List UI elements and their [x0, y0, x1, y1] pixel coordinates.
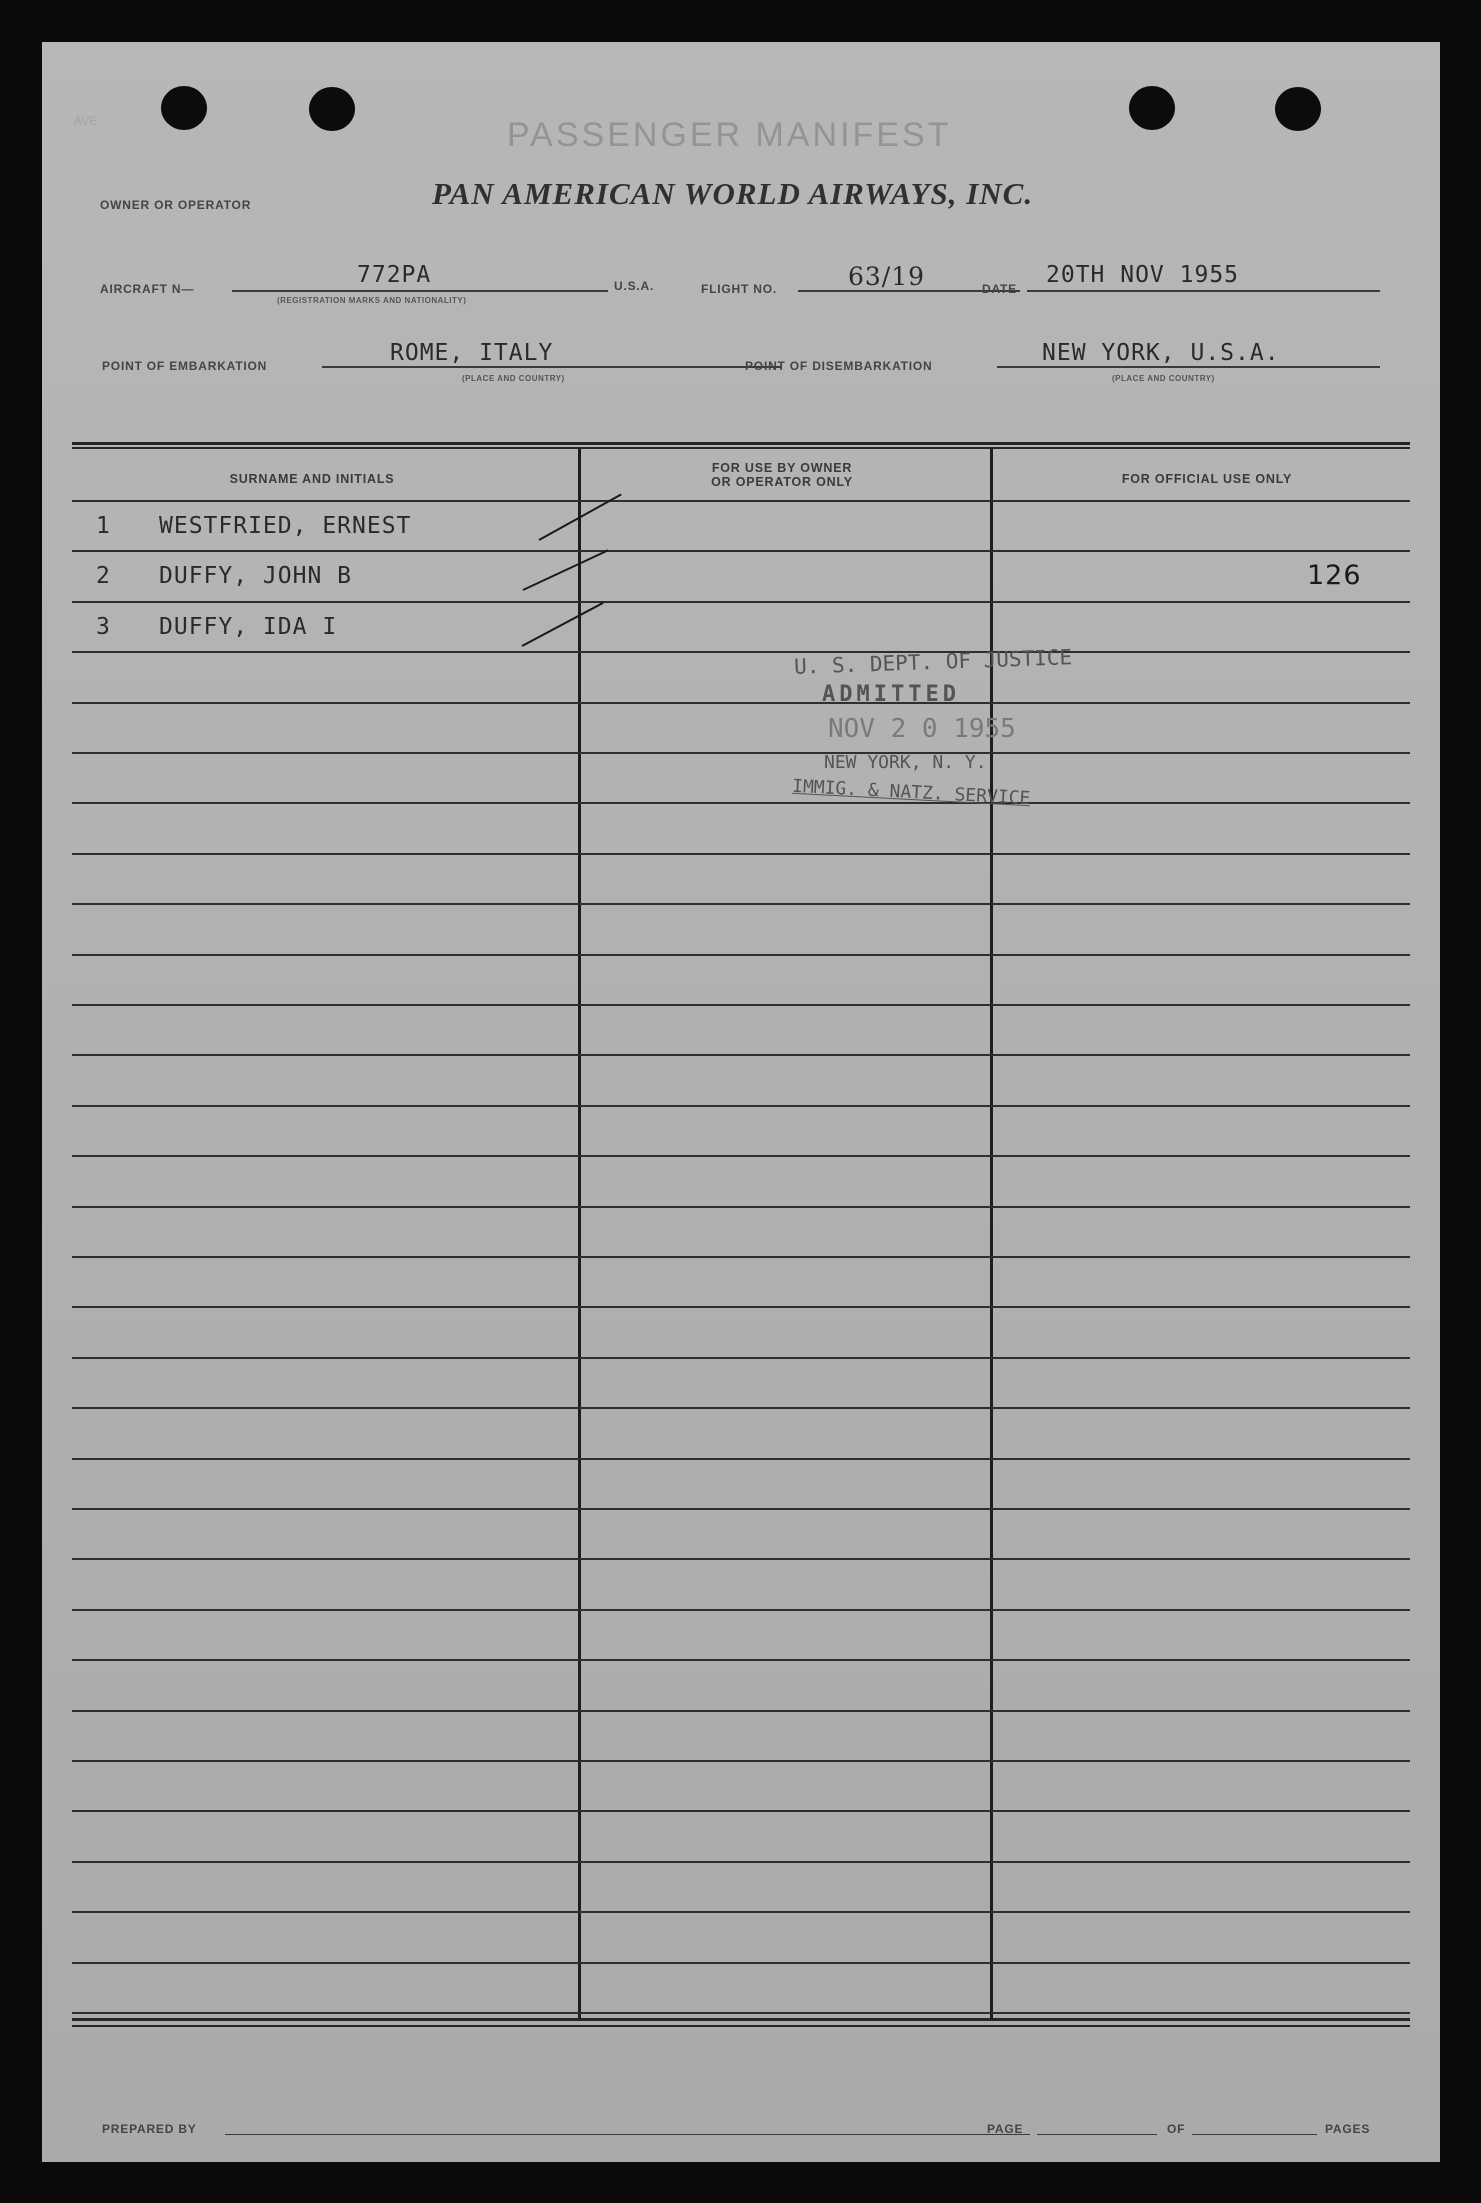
- row-rule: [72, 1206, 1410, 1208]
- col-header-owner: [602, 461, 962, 489]
- row-rule: [72, 1306, 1410, 1308]
- usa-label: U.S.A.: [614, 279, 655, 293]
- row-rule: [72, 802, 1410, 804]
- disembarkation-caption: (PLACE AND COUNTRY): [1112, 374, 1215, 383]
- row-number: 2: [96, 563, 111, 589]
- punch-hole: [309, 87, 355, 131]
- of-underline: [1192, 2134, 1317, 2135]
- row-rule: [72, 903, 1410, 905]
- row-rule: [72, 1256, 1410, 1258]
- company-name: PAN AMERICAN WORLD AIRWAYS, INC.: [432, 176, 1034, 211]
- aircraft-caption: (REGISTRATION MARKS AND NATIONALITY): [277, 296, 467, 305]
- col-header-surname: SURNAME AND INITIALS: [229, 472, 395, 486]
- embarkation-caption: (PLACE AND COUNTRY): [462, 374, 565, 383]
- stamp-city: NEW YORK, N. Y.: [824, 752, 987, 773]
- row-rule: [72, 1710, 1410, 1712]
- row-rule: [72, 651, 1410, 653]
- disembarkation-underline: [997, 366, 1380, 368]
- row-rule: [72, 601, 1410, 603]
- disembarkation-value: NEW YORK, U.S.A.: [1042, 340, 1280, 366]
- page-label: PAGE: [987, 2122, 1024, 2136]
- row-rule: [72, 1962, 1410, 1964]
- row-rule: [72, 1659, 1410, 1661]
- row-rule: [72, 1508, 1410, 1510]
- row-rule: [72, 1054, 1410, 1056]
- prepared-by-underline: [225, 2134, 1030, 2135]
- official-code: 126: [1307, 560, 1362, 591]
- manifest-title: PASSENGER MANIFEST: [507, 116, 952, 154]
- flight-value: 63/19: [848, 262, 926, 291]
- row-rule: [72, 550, 1410, 552]
- row-rule: [72, 500, 1410, 502]
- row-rule: [72, 1810, 1410, 1812]
- table-top-rule: [72, 447, 1410, 449]
- aircraft-label: AIRCRAFT N—: [100, 282, 195, 296]
- table-row: [42, 513, 1440, 543]
- punch-hole: [1275, 87, 1321, 131]
- owner-label: OWNER OR OPERATOR: [100, 198, 252, 212]
- table-row: [42, 560, 1440, 593]
- date-underline: [1027, 290, 1380, 292]
- disembarkation-label: POINT OF DISEMBARKATION: [745, 359, 933, 373]
- form-code: [74, 114, 97, 128]
- stamp-service: IMMIG. & NATZ. SERVICE: [791, 775, 1031, 810]
- col-header-owner-line: OR OPERATOR ONLY: [711, 475, 853, 489]
- aircraft-value: 772PA: [357, 262, 432, 288]
- date-label: DATE: [982, 282, 1017, 296]
- table-top-rule: [72, 442, 1410, 445]
- date-value: 20TH NOV 1955: [1046, 262, 1240, 288]
- aircraft-underline: [232, 290, 608, 292]
- row-rule: [72, 1105, 1410, 1107]
- row-rule: [72, 752, 1410, 754]
- page-underline: [1037, 2134, 1157, 2135]
- table-bottom-rule: [72, 2025, 1410, 2027]
- passenger-name: WESTFRIED, ERNEST: [159, 513, 412, 539]
- row-rule: [72, 1911, 1410, 1913]
- passenger-name: DUFFY, JOHN B: [159, 563, 353, 589]
- punch-hole: [161, 86, 207, 130]
- row-number: 1: [96, 513, 111, 539]
- column-divider: [990, 448, 993, 2019]
- row-rule: [72, 1458, 1410, 1460]
- row-rule: [72, 954, 1410, 956]
- row-rule: [72, 1407, 1410, 1409]
- row-rule: [72, 1357, 1410, 1359]
- row-rule: [72, 1609, 1410, 1611]
- row-rule: [72, 1861, 1410, 1863]
- row-rule: [72, 1760, 1410, 1762]
- table-row: [42, 614, 1440, 644]
- row-rule: [72, 853, 1410, 855]
- stamp-date: NOV 2 0 1955: [828, 714, 1016, 744]
- prepared-by-label: PREPARED BY: [102, 2122, 197, 2136]
- embarkation-underline: [322, 366, 782, 368]
- row-number: 3: [96, 614, 111, 640]
- embarkation-label: POINT OF EMBARKATION: [102, 359, 268, 373]
- row-rule: [72, 1558, 1410, 1560]
- row-rule: [72, 1155, 1410, 1157]
- passenger-name: DUFFY, IDA I: [159, 614, 338, 640]
- table-bottom-rule: [72, 2018, 1410, 2021]
- column-divider: [578, 448, 581, 2019]
- row-rule: [72, 702, 1410, 704]
- of-label: OF: [1167, 2122, 1186, 2136]
- row-rule: [72, 2012, 1410, 2014]
- stamp-admitted: ADMITTED: [822, 682, 960, 707]
- punch-hole: [1129, 86, 1175, 130]
- pages-label: PAGES: [1325, 2122, 1371, 2136]
- col-header-official: FOR OFFICIAL USE ONLY: [1121, 472, 1293, 486]
- form-code-line: AVE: [74, 114, 98, 128]
- row-rule: [72, 1004, 1410, 1006]
- manifest-sheet: [42, 42, 1440, 2162]
- embarkation-value: ROME, ITALY: [390, 340, 554, 366]
- flight-label: FLIGHT NO.: [701, 282, 777, 296]
- stamp-dept: U. S. DEPT. OF JUSTICE: [793, 645, 1073, 679]
- col-header-owner-line: FOR USE BY OWNER: [711, 461, 853, 475]
